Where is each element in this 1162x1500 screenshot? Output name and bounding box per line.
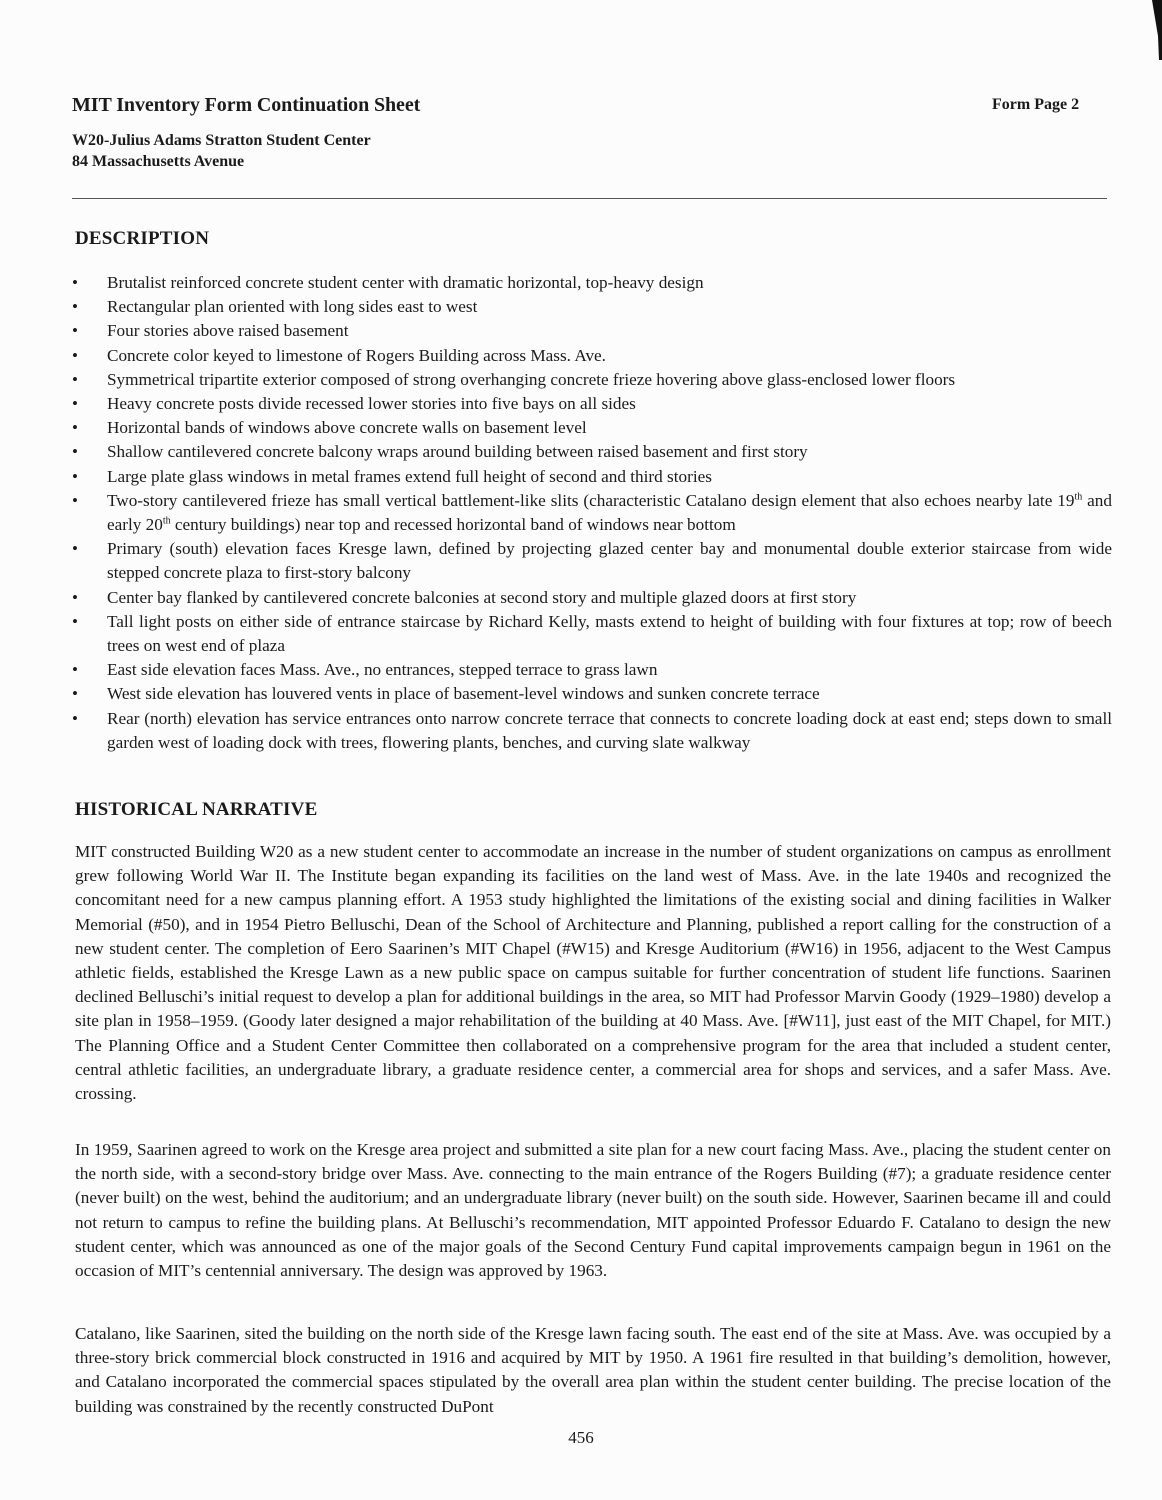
building-info [72, 130, 371, 172]
narrative-paragraph: MIT constructed Building W20 as a new student center to accommodate an increase in the number of student organizations on campus as enrollment grew following World War II. The Institute began expanding its facilities on the land west of Mass. Ave. in the late 1940s and recognized the concomitant need for a new campus planning effort. A 1953 study highlighted the limitations of the existing social and dining facilities in Walker Memorial (#50), and in 1954 Pietro Belluschi, Dean of the School of Architecture and Planning, published a report calling for the construction of a new student center. The completion of Eero Saarinen’s MIT Chapel (#W15) and Kresge Auditorium (#W16) in 1956, adjacent to the West Campus athletic fields, established the Kresge Lawn as a new public space on campus suitable for further concentration of student life functions. Saarinen declined Belluschi’s initial request to develop a plan for additional buildings in the area, so MIT had Professor Marvin Goody (1929–1980) develop a site plan in 1958–1959. (Goody later designed a major rehabilitation of the building at 40 Mass. Ave. [#W11], just east of the MIT Chapel, for MIT.) The Planning Office and a Student Center Committee then collaborated on a comprehensive program for the area that included a student center, central athletic facilities, an undergraduate library, a graduate residence center, a commercial area for shops and services, and a safer Mass. Ave. crossing. [75, 842, 1111, 1104]
ordinal-suffix: th [162, 515, 171, 527]
list-item: • Heavy concrete posts divide recessed lower stories into five bays on all sides [72, 392, 1112, 416]
list-item: • Symmetrical tripartite exterior composed of strong overhanging concrete frieze hovering above glass-enclosed lower floors [72, 368, 1112, 392]
item-text: and early 20 [107, 490, 1112, 535]
form-page-label: Form Page 2 [992, 96, 1080, 113]
list-item: • Four stories above raised basement [72, 319, 1112, 343]
description-heading: DESCRIPTION [75, 228, 210, 249]
list-item: • Concrete color keyed to limestone of Rogers Building across Mass. Ave. [72, 344, 1112, 368]
header-divider [72, 198, 1107, 199]
narrative-paragraph: In 1959, Saarinen agreed to work on the Kresge area project and submitted a site plan for a new court facing Mass. Ave., placing the student center on the north side, with a second-story bridge over Mass. Ave. connecting to the main entrance of the Rogers Building (#7); a graduate residence center (never built) on the west, behind the auditorium; and an undergraduate library (never built) on the south side. However, Saarinen became ill and could not return to campus to refine the building plans. At Belluschi’s recommendation, MIT appointed Professor Eduardo F. Catalano to design the new student center, which was announced as one of the major goals of the Second Century Fund capital improvements campaign begun in 1961 on the occasion of MIT’s centennial anniversary. The design was approved by 1963. [75, 1140, 1111, 1281]
list-item: • Brutalist reinforced concrete student center with dramatic horizontal, top-heavy design [72, 271, 1112, 295]
form-title: MIT Inventory Form Continuation Sheet [72, 94, 421, 116]
historical-narrative-heading: HISTORICAL NARRATIVE [75, 799, 318, 820]
list-item: • Rectangular plan oriented with long sides east to west [72, 295, 1112, 319]
list-item: • Tall light posts on either side of entrance staircase by Richard Kelly, masts extend to height of building with four fixtures at top; row of beech trees on west end of plaza [72, 610, 1112, 658]
ordinal-suffix: th [1074, 491, 1083, 503]
list-item: • East side elevation faces Mass. Ave., no entrances, stepped terrace to grass lawn [72, 658, 1112, 682]
list-item: • Horizontal bands of windows above concrete walls on basement level [72, 416, 1112, 440]
building-name: W20-Julius Adams Stratton Student Center [72, 132, 371, 149]
list-item: • Shallow cantilevered concrete balcony wraps around building between raised basement and first story [72, 440, 1112, 464]
scan-edge-artifact [1152, 0, 1162, 60]
page-number: 456 [568, 1428, 594, 1447]
list-item [72, 489, 1112, 537]
item-text: Two-story cantilevered frieze has small vertical battlement-like slits (characteristic Catalano design element that also echoes nearby late 19 [107, 490, 1075, 510]
list-item: • Center bay flanked by cantilevered concrete balconies at second story and multiple glazed doors at first story [72, 586, 1112, 610]
narrative-paragraph: Catalano, like Saarinen, sited the building on the north side of the Kresge lawn facing south. The east end of the site at Mass. Ave. was occupied by a three-story brick commercial block constructed in 1916 and acquired by MIT by 1950. A 1961 fire resulted in that building’s demolition, however, and Catalano incorporated the commercial spaces stipulated by the overall area plan within the student center building. The precise location of the building was constrained by the recently constructed DuPont [75, 1324, 1111, 1416]
building-address: 84 Massachusetts Avenue [72, 153, 245, 170]
list-item: • Rear (north) elevation has service entrances onto narrow concrete terrace that connects to concrete loading dock at east end; steps down to small garden west of loading dock with trees, flowering plants, benches, and curving slate walkway [72, 707, 1112, 755]
list-item: • West side elevation has louvered vents in place of basement-level windows and sunken concrete terrace [72, 682, 1112, 706]
item-text: century buildings) near top and recessed horizontal band of windows near bottom [170, 515, 736, 535]
list-item: • Primary (south) elevation faces Kresge lawn, defined by projecting glazed center bay and monumental double exterior staircase from wide stepped concrete plaza to first-story balcony [72, 537, 1112, 585]
description-list [72, 271, 1112, 755]
list-item: • Large plate glass windows in metal frames extend full height of second and third stories [72, 465, 1112, 489]
